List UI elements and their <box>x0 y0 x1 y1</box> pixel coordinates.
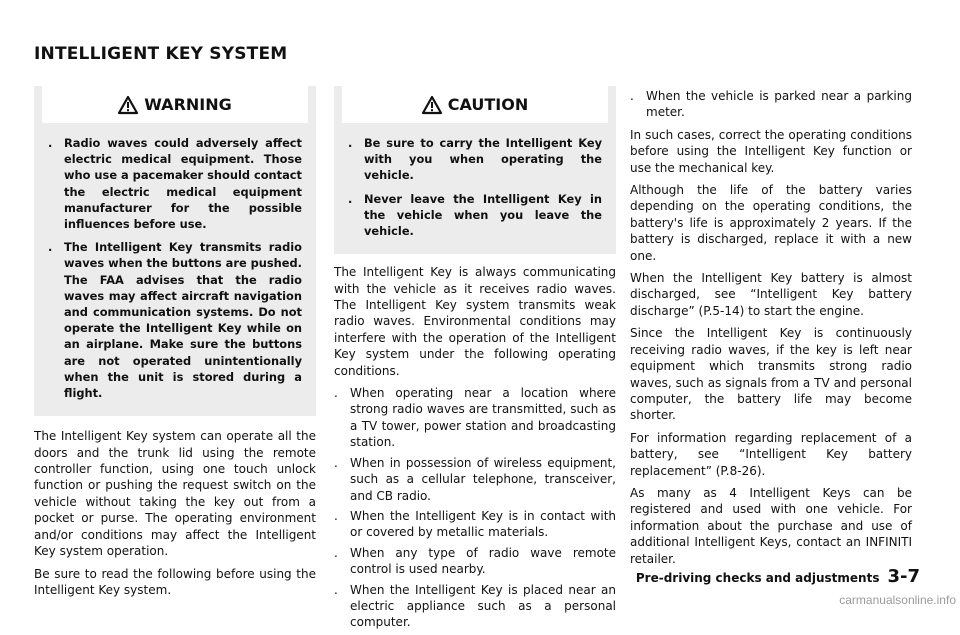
page-footer <box>636 566 920 587</box>
list-item <box>630 88 912 121</box>
paragraph: For information regarding replacement of a battery, see “Intelligent Key battery replacement” (P.8-26). <box>630 430 912 478</box>
column-right <box>630 88 912 567</box>
watermark: carmanualsonline.info <box>839 593 956 607</box>
bullet: . <box>348 191 353 206</box>
warning-item <box>48 239 302 401</box>
caution-item <box>348 135 602 184</box>
conditions-list <box>334 385 616 631</box>
list-item-text: When the vehicle is parked near a parking meter. <box>646 89 912 120</box>
paragraph: In such cases, correct the operating conditions before using the Intelligent Key function or use the mechanical key. <box>630 127 912 175</box>
warning-title: WARNING <box>144 95 232 114</box>
bullet: . <box>334 386 338 401</box>
caution-triangle-icon <box>422 96 442 114</box>
list-item <box>334 582 616 631</box>
list-item <box>334 545 616 578</box>
list-item-text: When the Intelligent Key is placed near an electric appliance such as a personal computer. <box>350 582 616 630</box>
caution-box <box>334 86 616 254</box>
bullet: . <box>630 89 634 103</box>
bullet: . <box>334 545 338 560</box>
column-left <box>34 86 316 598</box>
caution-item <box>348 191 602 240</box>
conditions-list-continued <box>630 88 912 121</box>
warning-triangle-icon <box>118 96 138 114</box>
paragraph: Since the Intelligent Key is continuously receiving radio waves, if the key is left near equipment which transmits strong radio waves, such as signals from a TV and personal computer, the battery life may become shorter. <box>630 326 912 423</box>
page-number: 3-7 <box>887 566 920 587</box>
section-title: INTELLIGENT KEY SYSTEM <box>34 44 288 64</box>
list-item <box>334 508 616 541</box>
list-item-text: When in possession of wireless equipment, such as a cellular telephone, transceiver, and CB radio. <box>350 455 616 503</box>
list-item <box>334 385 616 451</box>
bullet: . <box>334 582 338 597</box>
column-middle <box>334 86 616 635</box>
paragraph: As many as 4 Intelligent Keys can be registered and used with one vehicle. For information about the purchase and use of additional Intelligent Keys, contact an INFINITI retailer. <box>630 485 912 566</box>
footer-chapter-title: Pre-driving checks and adjustments <box>635 571 880 585</box>
warning-box <box>34 86 316 416</box>
list-item <box>334 455 616 504</box>
bullet: . <box>48 136 53 150</box>
paragraph: When the Intelligent Key battery is almost discharged, see “Intelligent Key battery discharge” (P.5-14) to start the engine. <box>630 271 912 318</box>
bullet: . <box>334 455 338 470</box>
caution-header <box>342 86 608 123</box>
warning-item-text: The Intelligent Key transmits radio waves when the buttons are pushed. The FAA advises that the radio waves may affect aircraft navigation and communication systems. Do not operate the Intelligent Key while on an airplane. Make sure the buttons are not operated unintentionally when the unit is stored during a flight. <box>64 240 302 401</box>
paragraph: The Intelligent Key system can operate all the doors and the trunk lid using the remote controller function, using one touch unlock function or pushing the request switch on the vehicle without taking the key out from a pocket or purse. The operating environment and/or conditions may affect the Intelligent Key system operation. <box>34 429 316 559</box>
caution-item-text: Be sure to carry the Intelligent Key with you when operating the vehicle. <box>364 136 602 183</box>
list-item-text: When the Intelligent Key is in contact with or covered by metallic materials. <box>350 508 616 540</box>
warning-header <box>42 86 308 123</box>
paragraph: The Intelligent Key is always communicating with the vehicle as it receives radio waves. The Intelligent Key system transmits weak radio waves. Environmental conditions may interfere with the operation of the Intelligent Key system under the following operating conditions. <box>334 265 616 378</box>
list-item-text: When any type of radio wave remote control is used nearby. <box>350 545 616 577</box>
bullet: . <box>48 240 53 255</box>
warning-item-text: Radio waves could adversely affect electric medical equipment. Those who use a pacemaker should contact the electric medical equipment manufacturer for the possible influences before use. <box>64 136 302 232</box>
paragraph: Although the life of the battery varies depending on the operating conditions, the battery's life is approximately 2 years. If the battery is discharged, replace it with a new one. <box>630 183 912 263</box>
warning-item <box>48 135 302 232</box>
bullet: . <box>348 136 353 150</box>
warning-list <box>42 123 308 401</box>
caution-item-text: Never leave the Intelligent Key in the vehicle when you leave the vehicle. <box>364 191 602 239</box>
bullet: . <box>334 508 338 523</box>
list-item-text: When operating near a location where strong radio waves are transmitted, such as a TV tower, power station and broadcasting station. <box>350 386 616 450</box>
caution-list <box>342 123 608 239</box>
paragraph: Be sure to read the following before using the Intelligent Key system. <box>34 566 316 597</box>
caution-title: CAUTION <box>447 95 529 114</box>
